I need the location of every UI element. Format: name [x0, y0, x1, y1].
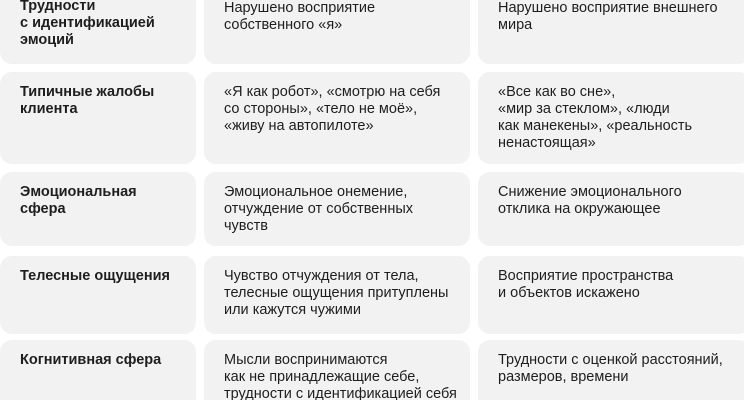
- derealization-text: Трудности с оценкой расстояний, размеров, времени: [498, 352, 723, 385]
- depersonalization-text: Мысли воспринимаются как не принадлежащие себе, трудности с идентификацией себя: [224, 352, 457, 400]
- table-row: [0, 256, 744, 334]
- row-label-cell: [0, 340, 196, 400]
- depersonalization-cell: [204, 72, 470, 164]
- depersonalization-cell: [204, 256, 470, 334]
- derealization-cell: [478, 172, 744, 246]
- derealization-text: Снижение эмоционального отклика на окружающее: [498, 184, 682, 217]
- depersonalization-cell: [204, 0, 470, 64]
- table-row: [0, 172, 744, 246]
- table-row: [0, 340, 744, 400]
- derealization-text: «Все как во сне», «мир за стеклом», «люди как манекены», «реальность ненастоящая»: [498, 84, 693, 151]
- derealization-cell: [478, 72, 744, 164]
- depersonalization-cell: [204, 172, 470, 246]
- row-label-cell: [0, 256, 196, 334]
- row-label: Эмоциональная сфера: [20, 184, 137, 217]
- depersonalization-text: Чувство отчуждения от тела, телесные ощущения притуплены или кажутся чужими: [224, 268, 449, 318]
- depersonalization-cell: [204, 340, 470, 400]
- derealization-text: Восприятие пространства и объектов искажено: [498, 268, 674, 301]
- derealization-cell: [478, 0, 744, 64]
- row-label: Телесные ощущения: [20, 268, 170, 284]
- row-label-cell: [0, 72, 196, 164]
- table-row: [0, 0, 744, 64]
- derealization-cell: [478, 340, 744, 400]
- row-label: Трудности с идентификацией эмоций: [20, 0, 155, 48]
- table-row: [0, 72, 744, 164]
- depersonalization-text: Нарушено восприятие собственного «я»: [224, 0, 376, 33]
- row-label-cell: [0, 172, 196, 246]
- depersonalization-text: «Я как робот», «смотрю на себя со стороны», «тело не моё», «живу на автопилоте»: [224, 84, 441, 134]
- derealization-cell: [478, 256, 744, 334]
- row-label: Когнитивная сфера: [20, 352, 162, 368]
- row-label-cell: [0, 0, 196, 64]
- row-label: Типичные жалобы клиента: [20, 84, 155, 117]
- depersonalization-text: Эмоциональное онемение, отчуждение от собственных чувств: [224, 184, 413, 234]
- derealization-text: Нарушено восприятие внешнего мира: [498, 0, 718, 33]
